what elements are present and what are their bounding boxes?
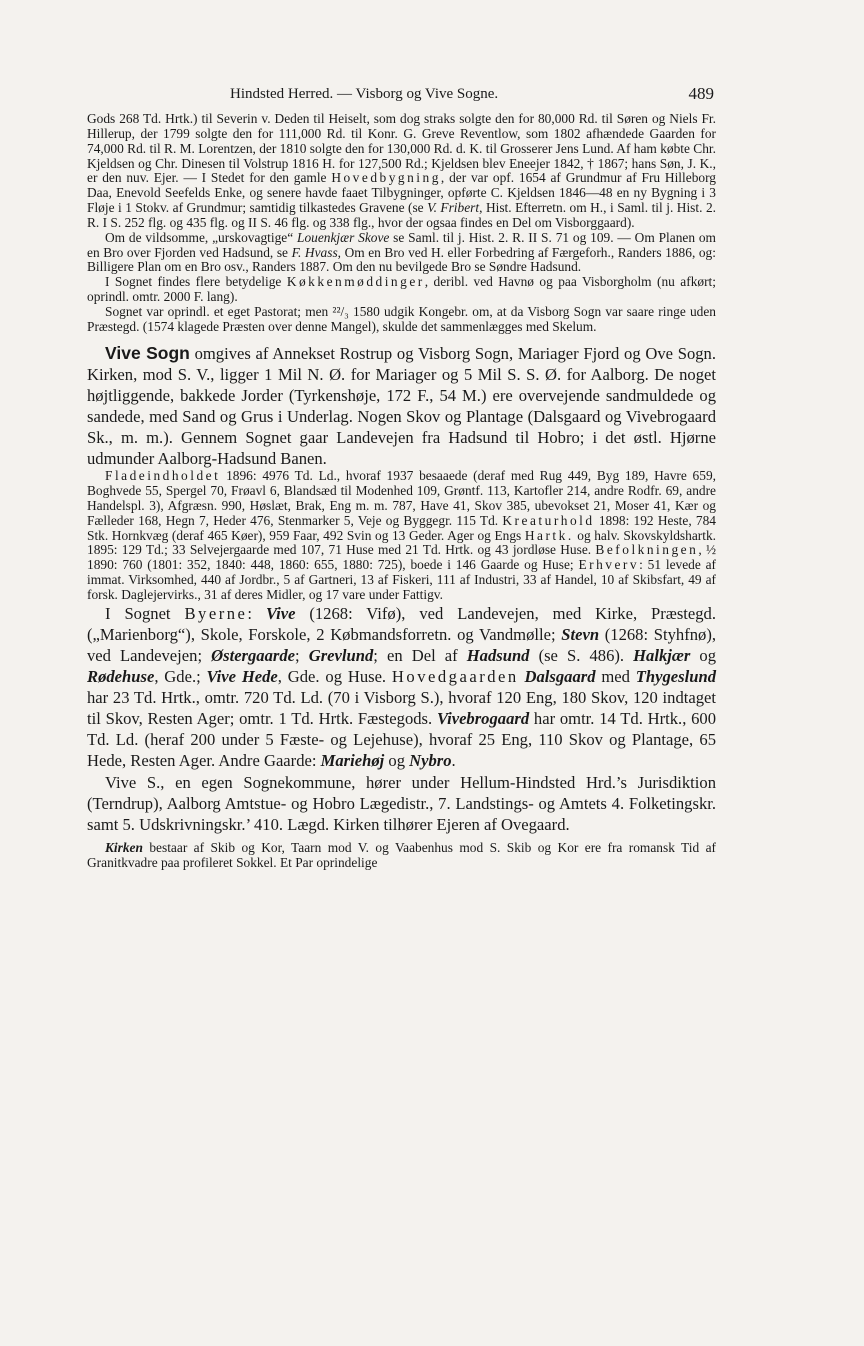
page-number: 489	[688, 84, 714, 103]
running-title: Hindsted Herred. — Visborg og Vive Sogne.	[230, 86, 499, 102]
visborg-notes	[87, 112, 716, 335]
vive-towns: I Sognet Byerne: Vive (1268: Vifø), ved Landevejen, med Kirke, Præstegd. („Marienborg“), Skole, Forskole, 2 Købmandsforretn. og Vandmølle; Stevn (1268: Styhfnø), ved Landevejen; Østergaarde; Grevlund; en Del af Hadsund (se S. 486). Halkjær og Rødehuse, Gde.; Vive Hede, Gde. og Huse. Hovedgaarden Dalsgaard med Thygeslund har 23 Td. Hrtk., omtr. 720 Td. Ld. (70 i Visborg S.), hvoraf 120 Eng, 180 Skov, 120 indtaget til Skov, Resten Ager; omtr. 1 Td. Hrtk. Fæstegods. Vivebrogaard har omtr. 14 Td. Hrtk., 600 Td. Ld. (heraf 200 under 5 Fæste- og Lejehuse), hvoraf 25 Eng, 110 Skov og Plantage, 65 Hede, Resten Ager. Andre Gaarde: Mariehøj og Nybro. Vive S., en egen Sognekommune, hører under Hellum-Hindsted Hrd.’s Jurisdiktion (Terndrup), Aalborg Amtstue- og Hobro Lægedistr., 7. Landstings- og Amtets 4. Folketingskr. samt 5. Udskrivningskr.’ 410. Lægd. Kirken tilhører Ejeren af Ovegaard.	[87, 603, 717, 834]
book-page	[87, 86, 716, 871]
vive-intro: Vive Sogn omgives af Annekset Rostrup og Visborg Sogn, Mariager Fjord og Ove Sogn. Kirken, mod S. V., ligger 1 Mil N. Ø. for Mariager og 5 Mil S. S. Ø. for Aalborg. De noget højtliggende, bakkede Jorder (Tyrkenshøje, 172 F., 54 M.) ere overvejende sandmuldede og sandede, med Sand og Grus i Underlag. Nogen Skov og Plantage (Dalsgaard og Vivebrogaard Sk., m. m.). Gennem Sognet gaar Landevejen fra Hadsund til Hobro; i det østl. Hjørne udmunder Aalborg-Hadsund Banen.	[87, 342, 717, 469]
vive-church: Kirken bestaar af Skib og Kor, Taarn mod V. og Vaabenhus mod S. Skib og Kor ere fra romansk Tid af Granitkvadre paa profileret Sokkel. Et Par oprindelige	[87, 839, 716, 870]
visborg-ownership-paragraph: Gods 268 Td. Hrtk.) til Severin v. Deden til Heiselt, som dog straks solgte den for 80,000 Rd. til Søren og Niels Fr. Hillerup, der 1799 solgte den for 111,000 Rd. til Konr. G. Greve Reventlow, som 1802 afhændede Gaarden for 74,000 Rd. til R. M. Lorentzen, der 1810 solgte den for 130,000 Rd. d. K. til Grosserer Jens Lund. Af ham købte Chr. Kjeldsen og Chr. Dinesen til Volstrup 1816 H. for 127,500 Rd.; Kjeldsen blev Eneejer 1842, † 1867; hans Søn, J. K., er den nuv. Ejer. — I Stedet for den gamle Hovedbygning, der var opf. 1654 af Grundmur af Fru Hilleborg Daa, Enevold Seefelds Enke, og senere havde faaet Tilbygninger, opførte C. Kjeldsen 1846—48 en ny Bygning i 3 Fløje i 1 Stokv. af Grundmur; samtidig tilkastedes Gravene (se V. Fribert, Hist. Efterretn. om H., i Saml. til j. Hist. 2. R. I S. 252 flg. og 435 flg. og II S. 46 flg. og 338 flg., hvor der ogsaa findes en Del om Visborggaard).	[87, 111, 716, 230]
vive-administration-paragraph: Vive S., en egen Sognekommune, hører under Hellum-Hindsted Hrd.’s Jurisdiktion (Terndrup), Aalborg Amtstue- og Hobro Lægedistr., 7. Landstings- og Amtets 4. Folketingskr. samt 5. Udskrivningskr.’ 410. Lægd. Kirken tilhører Ejeren af Ovegaard.	[87, 772, 716, 834]
forest-bridge-paragraph: Om de vildsomme, „urskovagtige“ Louenkjær Skove se Saml. til j. Hist. 2. R. II S. 71 og 109. — Om Planen om en Bro over Fjorden ved Hadsund, se F. Hvass, Om en Bro ved H. eller Forbedring af Færgeforh., Randers 1886, og: Billigere Plan om en Bro osv., Randers 1887. Om den nu bevilgede Bro se Søndre Hadsund.	[87, 229, 716, 275]
vive-heading: Vive Sogn	[105, 342, 190, 363]
running-header	[87, 86, 716, 112]
vive-statistics: Fladeindholdet 1896: 4976 Td. Ld., hvoraf 1937 besaaede (deraf med Rug 449, Byg 189, Havre 659, Boghvede 55, Spergel 70, Frøavl 6, Blandsæd til Modenhed 109, Grøntf. 113, Kartofler 214, andre Rodfr. 69, andre Handelspl. 3), Afgræsn. 990, Høslæt, Brak, Eng m. m. 787, Have 41, Skov 385, ubevokset 21, Moser 41, Kær og Fælleder 168, Hegn 7, Heder 476, Stenmarker 5, Veje og Byggegr. 115 Td. Kreaturhold 1898: 192 Heste, 784 Stk. Hornkvæg (deraf 465 Køer), 959 Faar, 492 Svin og 13 Geder. Ager og Engs Hartk. og halv. Skovskyldshartk. 1895: 129 Td.; 33 Selvejergaarde med 107, 71 Huse med 21 Td. Hrtk. og 43 jordløse Huse. Befolkningen, ½ 1890: 760 (1801: 352, 1840: 448, 1860: 655, 1880: 725), boede i 146 Gaarde og Huse; Erhverv: 51 levede af immat. Virksomhed, 440 af Jordbr., 5 af Gartneri, 13 af Fiskeri, 111 af Industri, 33 af Handel, 10 af Skibsfart, 49 af forsk. Daglejervirks., 31 af deres Midler, og 17 vare under Fattigv.	[87, 468, 717, 602]
kitchen-middens-paragraph: I Sognet findes flere betydelige Køkkenmøddinger, deribl. ved Havnø og paa Visborgholm (nu afkørt; oprindl. omtr. 2000 F. lang).	[87, 274, 716, 305]
pastorate-paragraph: Sognet var oprindl. et eget Pastorat; men ²²/₃ 1580 udgik Kongebr. om, at da Visborg Sogn var saare ringe uden Præstegd. (1574 klagede Præsten over denne Mangel), skulde det sammenlægges med Skelum.	[87, 303, 716, 334]
